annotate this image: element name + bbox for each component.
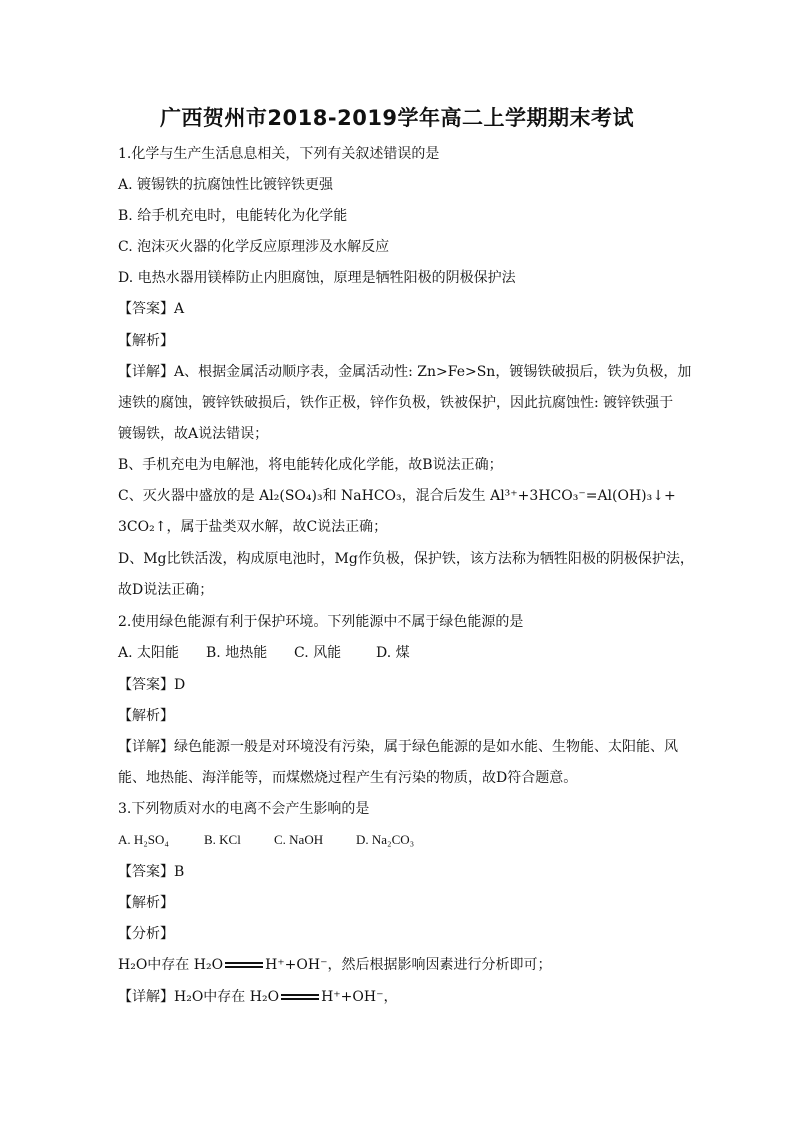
question-3-option-c: C. NaOH: [274, 832, 324, 847]
question-1-analysis-heading: 【解析】: [118, 333, 174, 349]
question-3-option-b: B. KCl: [204, 832, 241, 847]
question-3-analysis-line: [118, 955, 688, 975]
question-2-options: [118, 643, 688, 663]
equation-right: H⁺+OH⁻，: [321, 989, 398, 1005]
question-3-options: [118, 830, 688, 850]
question-1-detail-line: D、Mg比铁活泼，构成原电池时，Mg作负极，保护铁，该方法称为牺牲阳极的阴极保护法，: [118, 551, 694, 567]
question-1-stem: 1.化学与生产生活息息相关，下列有关叙述错误的是: [118, 146, 440, 162]
question-1-detail-line: C、灭火器中盛放的是 Al₂(SO₄)₃和 NaHCO₃，混合后发生 Al³⁺+3HCO₃⁻=Al(OH)₃↓+: [118, 488, 676, 504]
question-2-option-b: B. 地热能: [206, 645, 268, 661]
equation-left: 【详解】H₂O中存在 H₂O: [118, 989, 280, 1005]
question-2-answer: 【答案】D: [118, 677, 186, 693]
question-1-option-d: D. 电热水器用镁棒防止内胆腐蚀，原理是牺牲阳极的阴极保护法: [118, 270, 516, 286]
question-1-detail-line: 故D说法正确；: [118, 582, 214, 598]
equation-left: H₂O中存在 H₂O: [118, 957, 224, 973]
question-1-detail-line: 【详解】A、根据金属活动顺序表，金属活动性: Zn>Fe>Sn，镀锡铁破损后，铁为负极，加: [118, 364, 692, 380]
question-2-option-a: A. 太阳能: [118, 645, 180, 661]
equilibrium-arrow-icon: [281, 992, 319, 1002]
question-1-detail-line: 3CO₂↑，属于盐类双水解，故C说法正确；: [118, 519, 388, 535]
question-2-stem: 2.使用绿色能源有利于保护环境。下列能源中不属于绿色能源的是: [118, 614, 524, 630]
question-1-detail-line: 镀锡铁，故A说法错误；: [118, 426, 269, 442]
page-title: 广西贺州市2018-2019学年高二上学期期末考试: [159, 106, 635, 130]
question-3-option-d: D. Na₂CO₃: [356, 832, 415, 847]
question-1-option-c: C. 泡沫灭火器的化学反应原理涉及水解反应: [118, 239, 390, 255]
question-2-detail-line: 【详解】绿色能源一般是对环境没有污染，属于绿色能源的是如水能、生物能、太阳能、风: [118, 739, 678, 755]
question-3-answer: 【答案】B: [118, 864, 185, 880]
question-2-option-d: D. 煤: [376, 645, 410, 661]
question-1-option-a: A. 镀锡铁的抗腐蚀性比镀锌铁更强: [118, 177, 334, 193]
question-1-detail-line: 速铁的腐蚀，镀锌铁破损后，铁作正极，锌作负极，铁被保护，因此抗腐蚀性: 镀锌铁强于: [118, 395, 674, 411]
question-2-detail-line: 能、地热能、海洋能等，而煤燃烧过程产生有污染的物质，故D符合题意。: [118, 770, 578, 786]
question-3-fenxi-heading: 【分析】: [118, 926, 174, 942]
question-3-option-a: A. H₂SO₄: [118, 832, 169, 847]
question-1-detail-line: B、手机充电为电解池，将电能转化成化学能，故B说法正确；: [118, 457, 503, 473]
question-3-detail-line: [118, 987, 688, 1007]
equilibrium-arrow-icon: [225, 960, 263, 970]
equation-right: H⁺+OH⁻，然后根据影响因素进行分析即可；: [265, 957, 552, 973]
question-3-analysis-heading: 【解析】: [118, 895, 174, 911]
question-2-option-c: C. 风能: [294, 645, 342, 661]
question-1-answer: 【答案】A: [118, 301, 185, 317]
question-3-stem: 3.下列物质对水的电离不会产生影响的是: [118, 801, 370, 817]
question-1-option-b: B. 给手机充电时，电能转化为化学能: [118, 208, 348, 224]
question-2-analysis-heading: 【解析】: [118, 708, 174, 724]
